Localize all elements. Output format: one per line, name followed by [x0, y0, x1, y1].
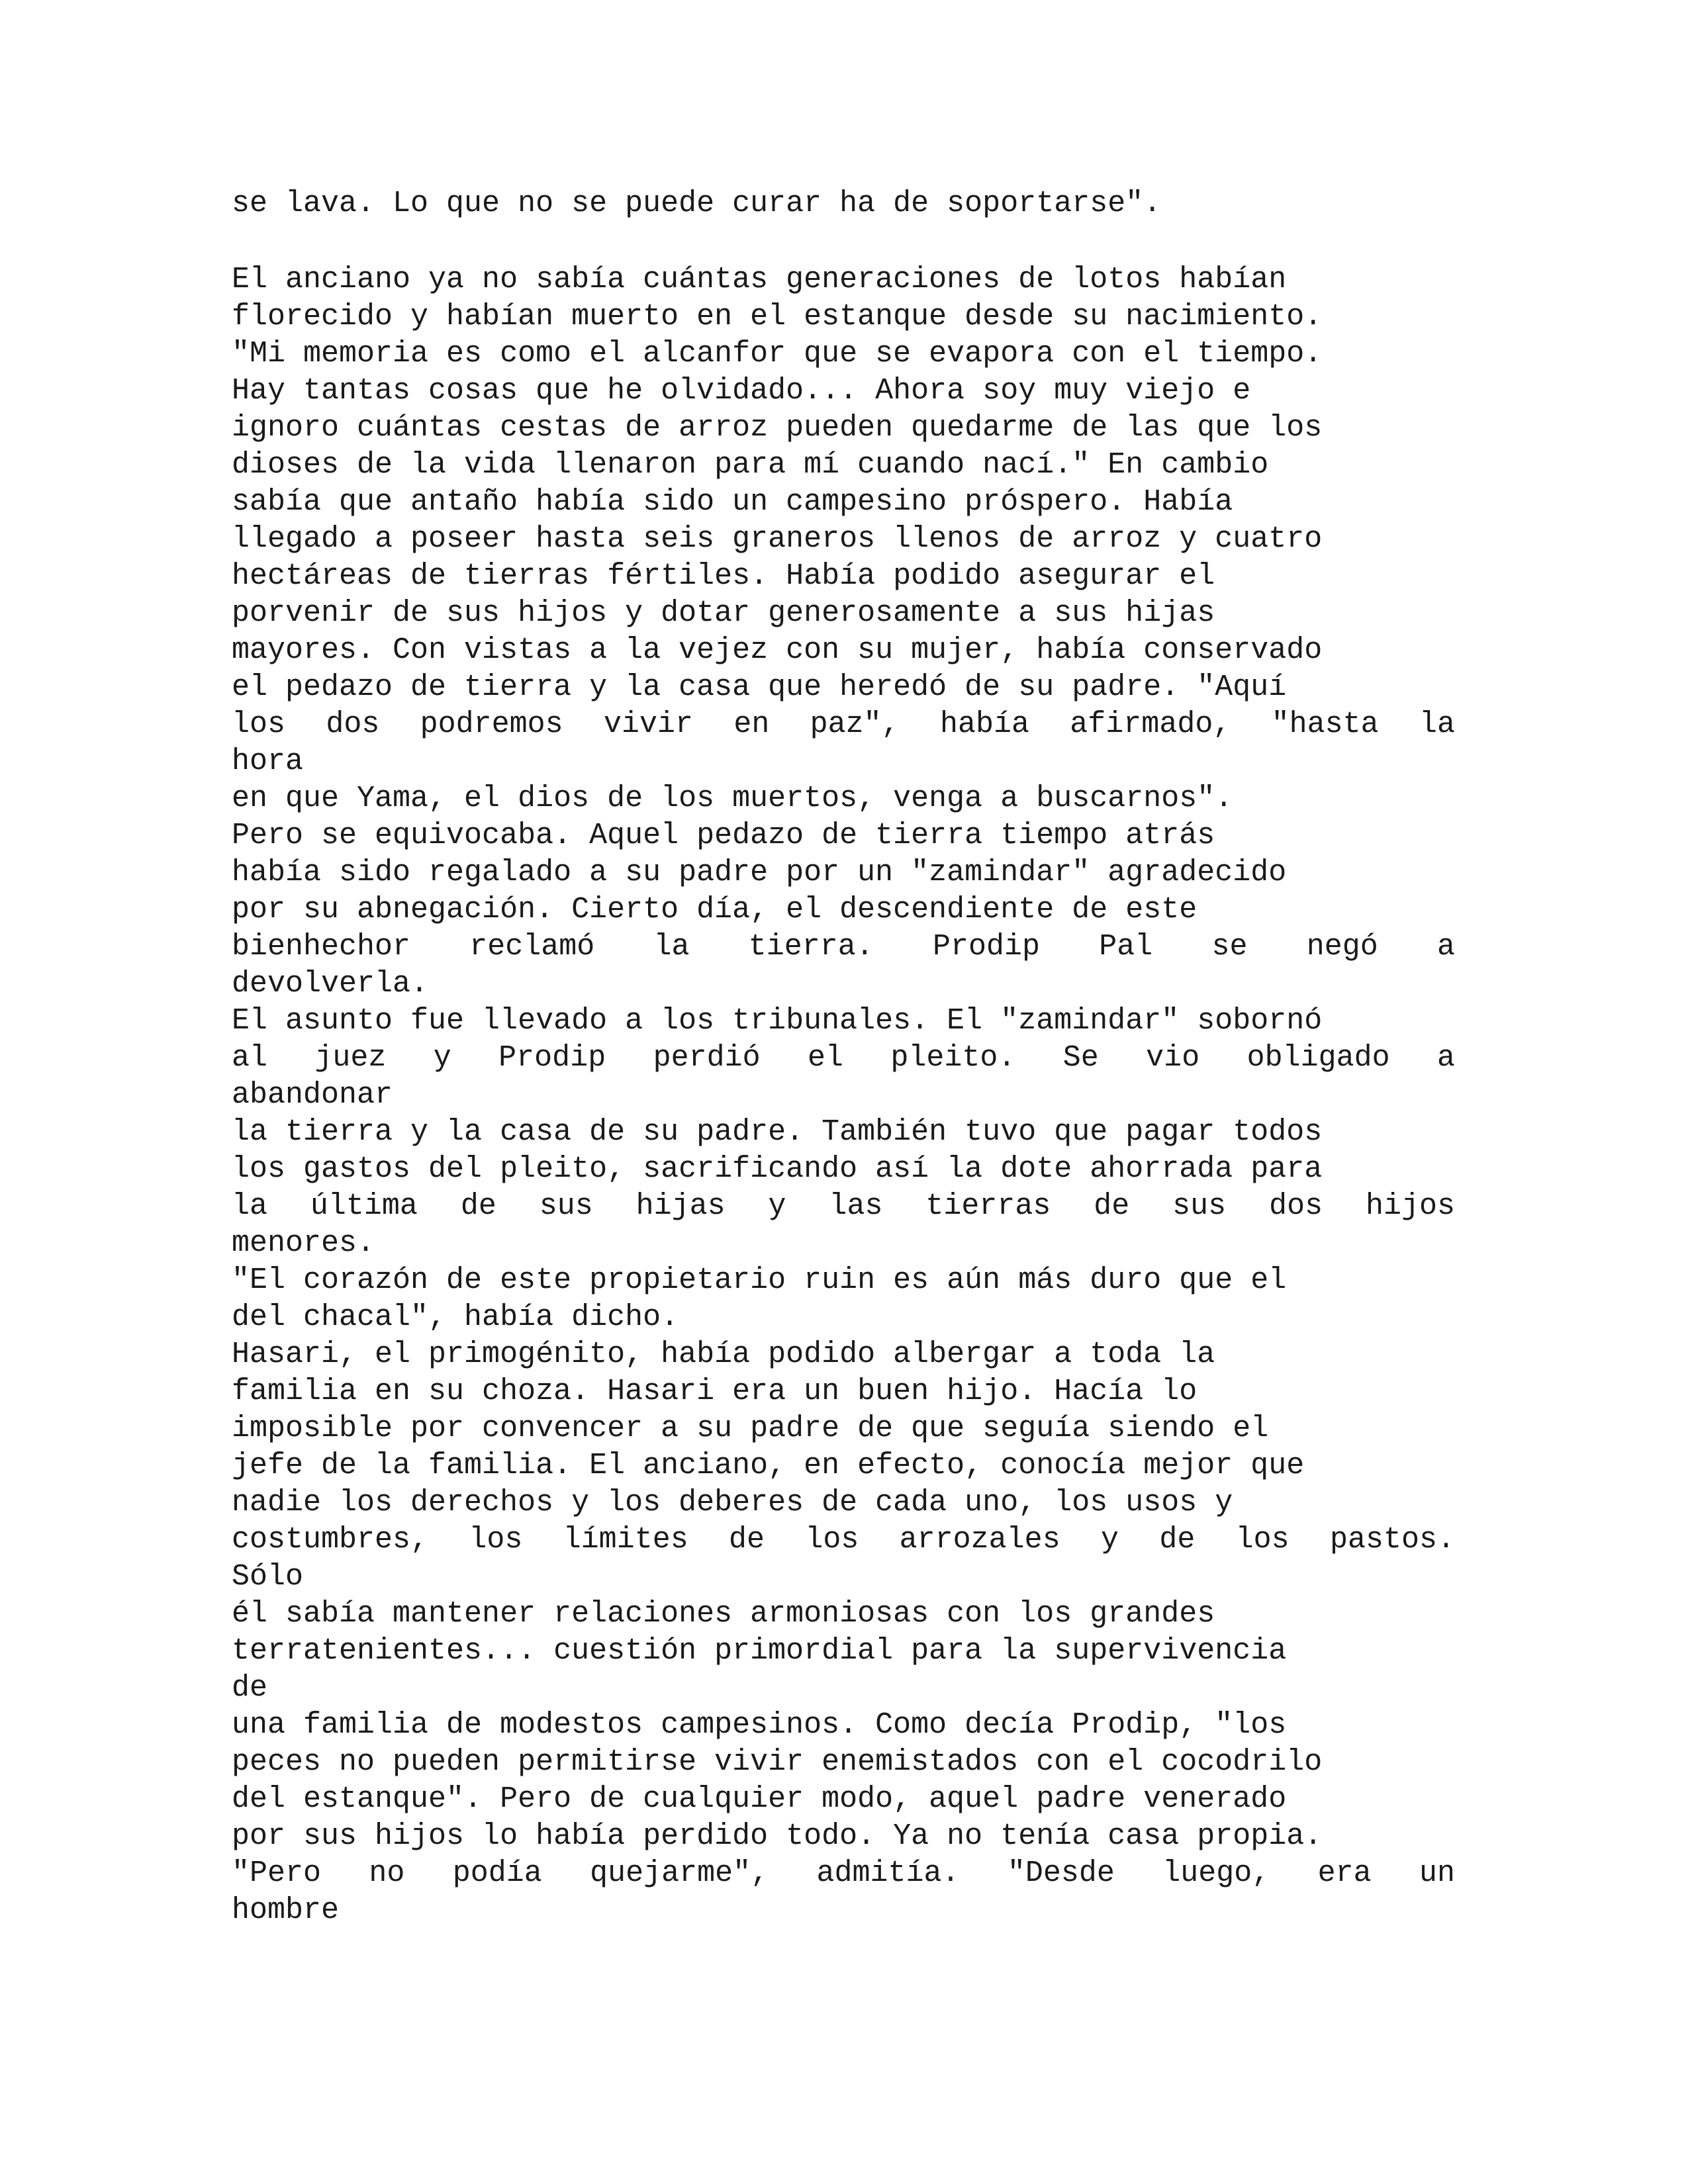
- text-line: abandonar: [232, 1078, 393, 1112]
- text-line: hora: [232, 745, 304, 778]
- text-line: él sabía mantener relaciones armoniosas con los grandes: [232, 1597, 1215, 1631]
- text-line: hectáreas de tierras fértiles. Había podido asegurar el: [232, 559, 1215, 593]
- text-line: "Pero no podía quejarme", admitía. "Desde luego, era un: [232, 1856, 1455, 1890]
- text-line: la última de sus hijas y las tierras de sus dos hijos: [232, 1189, 1455, 1223]
- text-line: había sido regalado a su padre por un "zamindar" agradecido: [232, 856, 1287, 889]
- text-line: por su abnegación. Cierto día, el descendiente de este: [232, 893, 1197, 927]
- text-line: dioses de la vida llenaron para mí cuando nací." En cambio: [232, 448, 1269, 482]
- text-line: nadie los derechos y los deberes de cada uno, los usos y: [232, 1486, 1233, 1520]
- text-line: imposible por convencer a su padre de que seguía siendo el: [232, 1412, 1269, 1445]
- text-line: de: [232, 1671, 268, 1705]
- text-line: hombre: [232, 1893, 340, 1927]
- text-line: terratenientes... cuestión primordial para la supervivencia: [232, 1634, 1287, 1668]
- text-line: bienhechor reclamó la tierra. Prodip Pal se negó a: [232, 930, 1455, 964]
- text-line: devolverla.: [232, 967, 429, 1001]
- text-line: "Mi memoria es como el alcanfor que se evapora con el tiempo.: [232, 337, 1323, 371]
- text-line: del estanque". Pero de cualquier modo, aquel padre venerado: [232, 1782, 1287, 1816]
- text-line: una familia de modestos campesinos. Como decía Prodip, "los: [232, 1708, 1287, 1742]
- text-line: llegado a poseer hasta seis graneros llenos de arroz y cuatro: [232, 522, 1323, 556]
- text-line: el pedazo de tierra y la casa que heredó de su padre. "Aquí: [232, 670, 1287, 704]
- text-line: en que Yama, el dios de los muertos, venga a buscarnos".: [232, 782, 1233, 815]
- text-line: mayores. Con vistas a la vejez con su mujer, había conservado: [232, 633, 1323, 667]
- text-line: ignoro cuántas cestas de arroz pueden quedarme de las que los: [232, 411, 1323, 445]
- text-line: menores.: [232, 1226, 375, 1260]
- text-line: florecido y habían muerto en el estanque desde su nacimiento.: [232, 300, 1323, 334]
- text-line: la tierra y la casa de su padre. También tuvo que pagar todos: [232, 1115, 1323, 1149]
- text-line: "El corazón de este propietario ruin es aún más duro que el: [232, 1263, 1287, 1297]
- text-line: peces no pueden permitirse vivir enemistados con el cocodrilo: [232, 1745, 1323, 1779]
- text-line: El asunto fue llevado a los tribunales. El "zamindar" sobornó: [232, 1004, 1323, 1038]
- text-line: Hasari, el primogénito, había podido albergar a toda la: [232, 1338, 1215, 1371]
- text-line: del chacal", había dicho.: [232, 1300, 679, 1334]
- text-line: al juez y Prodip perdió el pleito. Se vio obligado a: [232, 1041, 1455, 1075]
- text-line: Sólo: [232, 1560, 304, 1594]
- text-line: El anciano ya no sabía cuántas generaciones de lotos habían: [232, 263, 1287, 296]
- text-line: costumbres, los límites de los arrozales y de los pastos.: [232, 1523, 1455, 1557]
- paragraph-gap: [232, 222, 1489, 261]
- text-line: se lava. Lo que no se puede curar ha de soportarse".: [232, 187, 1162, 220]
- text-line: por sus hijos lo había perdido todo. Ya no tenía casa propia.: [232, 1819, 1323, 1853]
- text-line: porvenir de sus hijos y dotar generosamente a sus hijas: [232, 596, 1215, 630]
- text-line: Hay tantas cosas que he olvidado... Ahora soy muy viejo e: [232, 374, 1251, 408]
- text-line: jefe de la familia. El anciano, en efecto, conocía mejor que: [232, 1449, 1305, 1482]
- text-line: familia en su choza. Hasari era un buen hijo. Hacía lo: [232, 1375, 1197, 1408]
- text-line: sabía que antaño había sido un campesino próspero. Había: [232, 485, 1233, 519]
- text-line: los dos podremos vivir en paz", había afirmado, "hasta la: [232, 707, 1455, 741]
- document-page: [232, 185, 1489, 1929]
- text-line: Pero se equivocaba. Aquel pedazo de tierra tiempo atrás: [232, 819, 1215, 852]
- text-line: los gastos del pleito, sacrificando así la dote ahorrada para: [232, 1152, 1323, 1186]
